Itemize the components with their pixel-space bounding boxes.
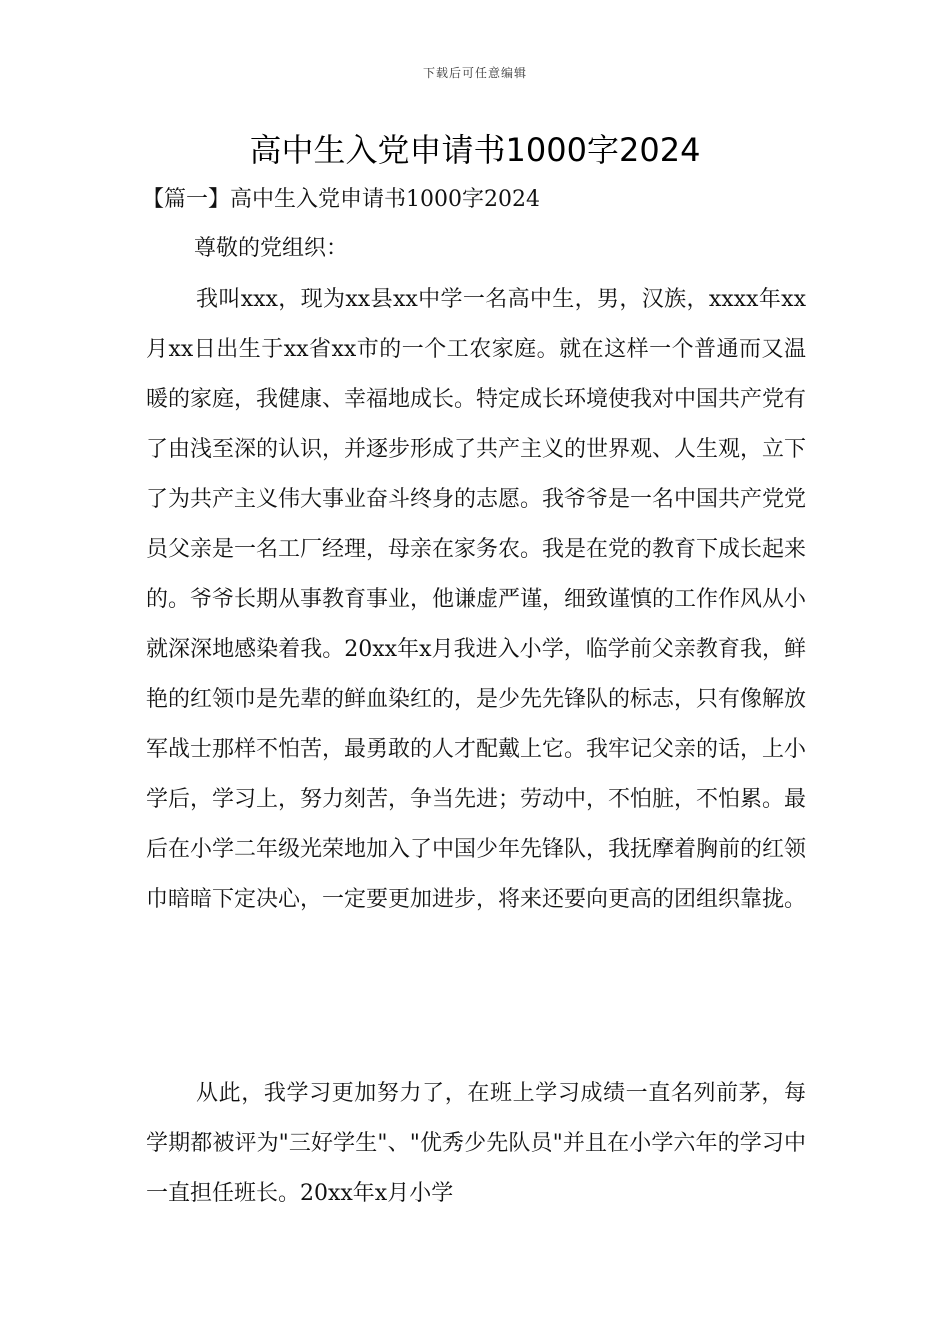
body-paragraph-1: 我叫xxx，现为xx县xx中学一名高中生，男，汉族，xxxx年xx月xx日出生于xx省xx市的一个工农家庭。就在这样一个普通而又温暖的家庭，我健康、幸福地成长。特定成长环境使我对中国共产党有了由浅至深的认识，并逐步形成了共产主义的世界观、人生观，立下了为共产主义伟大事业奋斗终身的志愿。我爷爷是一名中国共产党党员父亲是一名工厂经理，母亲在家务农。我是在党的教育下成长起来的。爷爷长期从事教育事业，他谦虚严谨，细致谨慎的工作作风从小就深深地感染着我。20xx年x月我进入小学，临学前父亲教育我，鲜艳的红领巾是先辈的鲜血染红的，是少先先锋队的标志，只有像解放军战士那样不怕苦，最勇敢的人才配戴上它。我牢记父亲的话，上小学后，学习上，努力刻苦，争当先进；劳动中，不怕脏，不怕累。最后在小学二年级光荣地加入了中国少年先锋队，我抚摩着胸前的红领巾暗暗下定决心，一定要更加进步，将来还要向更高的团组织靠拢。 [146,287,807,912]
document-title: 高中生入党申请书1000字2024 [249,131,701,169]
body-paragraph-2: 从此，我学习更加努力了，在班上学习成绩一直名列前茅，每学期都被评为"三好学生"、"优秀少先队员"并且在小学六年的学习中一直担任班长。20xx年x月小学 [146,1081,806,1206]
section-heading: 【篇一】高中生入党申请书1000字2024 [142,187,540,212]
header-note: 下载后可任意编辑 [422,66,527,80]
salutation: 尊敬的党组织： [194,236,349,261]
